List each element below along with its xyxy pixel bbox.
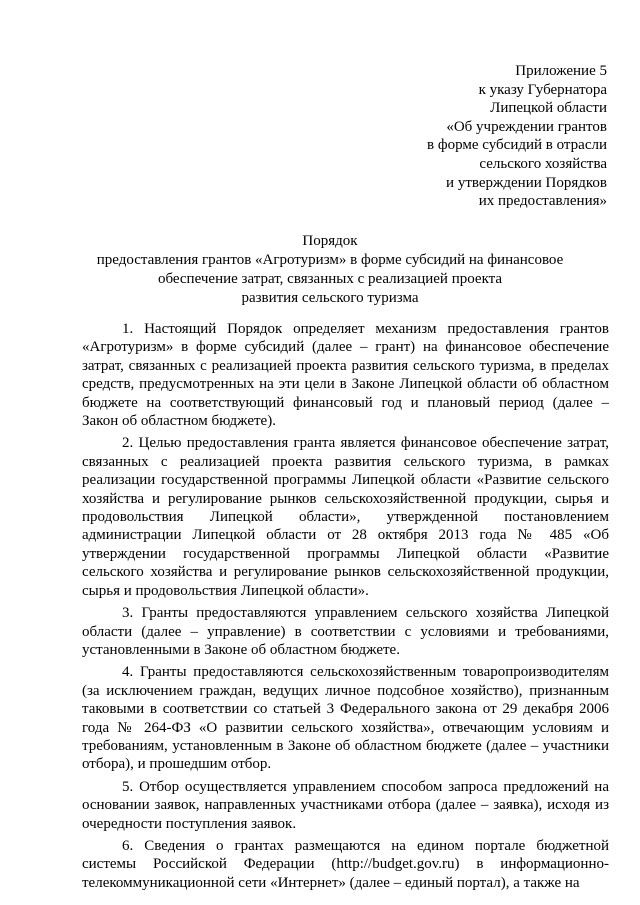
paragraph-line: основании заявок, направленных участниками отбора (далее – заявка), исходя из [82,797,609,814]
document-title [80,232,580,308]
paragraph-5 [82,778,609,833]
paragraph-line: продовольствия Липецкой области», утвержденной постановлением [82,509,609,526]
paragraph-line: 1. Настоящий Порядок определяет механизм предоставления грантов [122,321,609,337]
paragraph-line: затрат, связанных с реализацией проекта развития сельского туризма, в пределах [82,357,609,374]
appendix-line: сельского хозяйства [479,155,607,172]
appendix-header [347,62,607,211]
appendix-line: и утверждении Порядков [446,174,607,191]
paragraph-3 [82,604,609,659]
title-line: Порядок [302,233,358,249]
paragraph-6 [82,837,609,892]
appendix-line: Липецкой области [490,100,607,117]
title-line: предоставления грантов «Агротуризм» в форме субсидий на финансовое [96,252,564,268]
paragraph-line: Закон об областном бюджете). [82,413,276,430]
paragraph-2 [82,434,609,600]
paragraph-line: телекоммуникационной сети «Интернет» (далее – единый портал), а также на [82,874,580,891]
paragraph-line: средств, предусмотренных на эти цели в Законе Липецкой области об областном [82,376,609,393]
title-line: обеспечение затрат, связанных с реализацией проекта [157,271,503,287]
appendix-line: в форме субсидий в отрасли [427,137,607,154]
paragraph-line: отбора), и прошедшим отбор. [82,756,272,773]
paragraph-line: 4. Гранты предоставляются сельскохозяйственным товаропроизводителям [122,664,609,681]
paragraph-line: сырья и продовольствия Липецкой области». [82,582,369,599]
paragraph-1 [82,320,609,430]
paragraph-line: сельского хозяйства и регулирование рынков сельскохозяйственной продукции, [82,564,609,581]
paragraph-line: 2. Целью предоставления гранта является финансовое обеспечение затрат, [122,435,609,452]
paragraph-line: (за исключением граждан, ведущих личное подсобное хозяйство), признанным [82,682,609,699]
appendix-line: Приложение 5 [515,63,607,79]
paragraph-line: реализации государственной программы Липецкой области «Развитие сельского [82,472,609,489]
paragraph-line: утверждении государственной программы Липецкой области «Развитие [82,545,609,562]
paragraph-line: системы Российской Федерации (http://budget.gov.ru) в информационно- [82,856,609,873]
paragraph-line: года № 264-ФЗ «О развитии сельского хозяйства», отвечающим условиям и [82,719,609,736]
paragraph-line: связанных с реализацией проекта развития сельского туризма, в рамках [82,453,609,470]
paragraph-line: таковыми в соответствии со статьей 3 Федерального закона от 29 декабря 2006 [82,701,609,718]
paragraph-line: администрации Липецкой области от 28 октября 2013 года № 485 «Об [82,527,609,544]
paragraph-line: 5. Отбор осуществляется управлением способом запроса предложений на [122,778,609,795]
title-line: развития сельского туризма [241,290,419,306]
appendix-line: к указу Губернатора [478,81,607,98]
paragraph-line: требованиям, установленным в Законе об областном бюджете (далее – участники [82,737,609,754]
document-body [82,320,609,896]
paragraph-line: установленными в Законе об областном бюджете. [82,641,400,658]
appendix-line: «Об учреждении грантов [446,118,607,135]
paragraph-line: 3. Гранты предоставляются управлением сельского хозяйства Липецкой [122,605,609,622]
appendix-line: их предоставления» [478,193,607,210]
paragraph-line: бюджете на соответствующий финансовый год и плановый период (далее – [82,394,609,411]
paragraph-line: области (далее – управление) в соответствии с условиями и требованиями, [82,623,609,640]
paragraph-4 [82,663,609,773]
paragraph-line: очередности поступления заявок. [82,815,297,832]
paragraph-line: 6. Сведения о грантах размещаются на едином портале бюджетной [122,837,609,854]
paragraph-line: хозяйства и регулирование рынков сельскохозяйственной продукции, сырья и [82,490,609,507]
paragraph-line: «Агротуризм» в форме субсидий (далее – грант) на финансовое обеспечение [82,339,609,356]
